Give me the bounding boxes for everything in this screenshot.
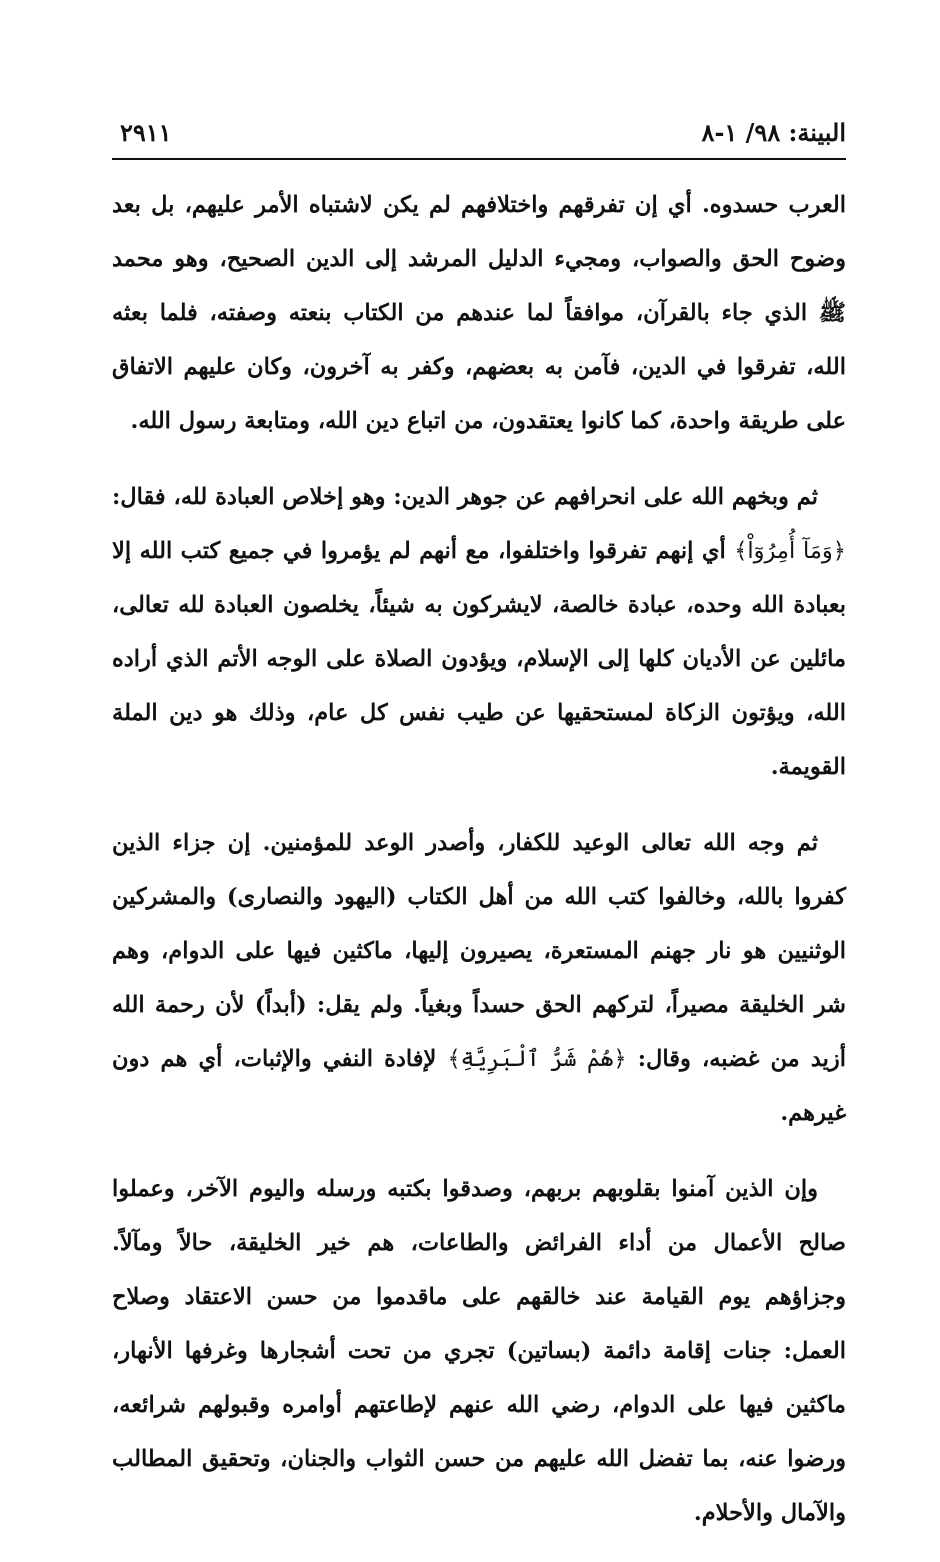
paragraph-text: ثم وجه الله تعالى الوعيد للكفار، وأصدر الوعد للمؤمنين. إن جزاء الذين كفروا بالله، وخالفوا كتب الله من أهل الكتاب (اليهود والنصارى) والمشركين الوثنيين هو نار جهنم المستعرة، يصيرون إليها، ماكثين فيها على الدوام، وهم شر الخليقة مصيراً، لتركهم الحق حسداً وبغياً. ولم يقل: (أبداً) لأن رحمة الله أزيد من غضبه، وقال: <box>112 830 846 1072</box>
paragraph-2 <box>112 470 846 794</box>
book-page <box>112 112 846 1526</box>
paragraph-text: لإفادة النفي والإثبات، أي هم دون غيرهم. <box>112 1046 846 1126</box>
page-number: ٢٩١١ <box>120 118 172 147</box>
paragraph-text: أي إنهم تفرقوا واختلفوا، مع أنهم لم يؤمروا في جميع كتب الله إلا بعبادة الله وحده، عبادة خالصة، لايشركون به شيئاً، يخلصون العبادة لله تعالى، مائلين عن الأديان كلها إلى الإسلام، ويؤدون الصلاة على الوجه الأتم الذي أراده الله، ويؤتون الزكاة لمستحقيها عن طيب نفس كل عام، وذلك هو دين الملة القويمة. <box>112 538 846 780</box>
quran-quote: ﴿وَمَآ أُمِرُوٓاْ﴾ <box>734 538 846 564</box>
page-body <box>112 178 846 1562</box>
paragraph-1 <box>112 178 846 448</box>
paragraph-3 <box>112 816 846 1140</box>
header-rule <box>112 158 846 160</box>
surah-reference: البينة: ٩٨/ ١-٨ <box>701 118 846 147</box>
quran-quote: ﴿هُمْ شَرُّ ٱلْبَرِيَّةِ﴾ <box>447 1046 627 1072</box>
paragraph-text: العرب حسدوه. أي إن تفرقهم واختلافهم لم يكن لاشتباه الأمر عليهم، بل بعد وضوح الحق والصواب، ومجيء الدليل المرشد إلى الدين الصحيح، وهو محمد ﷺ الذي جاء بالقرآن، موافقاً لما عندهم من الكتاب بنعته وصفته، فلما بعثه الله، تفرقوا في الدين، فآمن به بعضهم، وكفر به آخرون، وكان عليهم الاتفاق على طريقة واحدة، كما كانوا يعتقدون، من اتباع دين الله، ومتابعة رسول الله. <box>112 192 846 434</box>
page-header <box>112 112 846 156</box>
paragraph-4 <box>112 1162 846 1540</box>
paragraph-text: وإن الذين آمنوا بقلوبهم بربهم، وصدقوا بكتبه ورسله واليوم الآخر، وعملوا صالح الأعمال من أداء الفرائض والطاعات، هم خير الخليقة، حالاً ومآلاً. وجزاؤهم يوم القيامة عند خالقهم على ماقدموا من حسن الاعتقاد وصلاح العمل: جنات إقامة دائمة (بساتين) تجري من تحت أشجارها وغرفها الأنهار، ماكثين فيها على الدوام، رضي الله عنهم لإطاعتهم أوامره وقبولهم شرائعه، ورضوا عنه، بما تفضل الله عليهم من حسن الثواب والجنان، وتحقيق المطالب والآمال والأحلام. <box>112 1176 846 1526</box>
paragraph-text: ثم وبخهم الله على انحرافهم عن جوهر الدين: وهو إخلاص العبادة لله، فقال: <box>112 484 818 510</box>
